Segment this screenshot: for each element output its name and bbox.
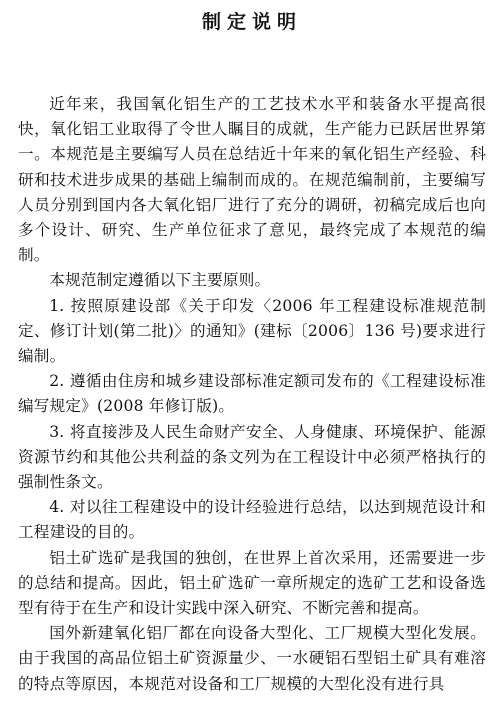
paragraph-equipment-scale: 国外新建氧化铝厂都在向设备大型化、工厂规模大型化发展。由于我国的高品位铝土矿资源量少、一水硬铝石型铝土矿具有难溶的特点等原因，本规范对设备和工厂规模的大型化没有进行具 xyxy=(18,624,486,693)
paragraph-principles-lead: 本规范制定遵循以下主要原则。 xyxy=(49,271,271,290)
document-body xyxy=(18,92,486,697)
paragraph-principle-1: 1. 按照原建设部《关于印发〈2006 年工程建设标准规范制定、修订计划(第二批)〉的通知》(建标〔2006〕136 号)要求进行编制。 xyxy=(18,296,486,366)
document-title: 制定说明 xyxy=(201,11,302,33)
paragraph-principle-4: 4. 对以往工程建设中的设计经验进行总结，以达到规范设计和工程建设的目的。 xyxy=(18,498,486,542)
paragraph-principle-3: 3. 将直接涉及人民生命财产安全、人身健康、环境保护、能源资源节约和其他公共利益的条文列为在工程设计中必须严格执行的强制性条文。 xyxy=(18,422,486,492)
paragraph-principle-2: 2. 遵循由住房和城乡建设部标准定额司发布的《工程建设标准编写规定》(2008 年修订版)。 xyxy=(18,372,486,416)
paragraph-intro: 近年来，我国氧化铝生产的工艺技术水平和装备水平提高很快，氧化铝工业取得了令世人瞩目的成就，生产能力已跃居世界第一。本规范是主要编写人员在总结近十年来的氧化铝生产经验、科研和技术进步成果的基础上编制而成的。在规范编制前，主要编写人员分别到国内各大氧化铝厂进行了充分的调研，初稿完成后也向多个设计、研究、生产单位征求了意见，最终完成了本规范的编制。 xyxy=(18,95,486,265)
paragraph-bauxite-beneficiation: 铝土矿选矿是我国的独创，在世界上首次采用，还需要进一步的总结和提高。因此，铝土矿选矿一章所规定的选矿工艺和设备选型有待于在生产和设计实践中深入研究、不断完善和提高。 xyxy=(18,548,486,618)
